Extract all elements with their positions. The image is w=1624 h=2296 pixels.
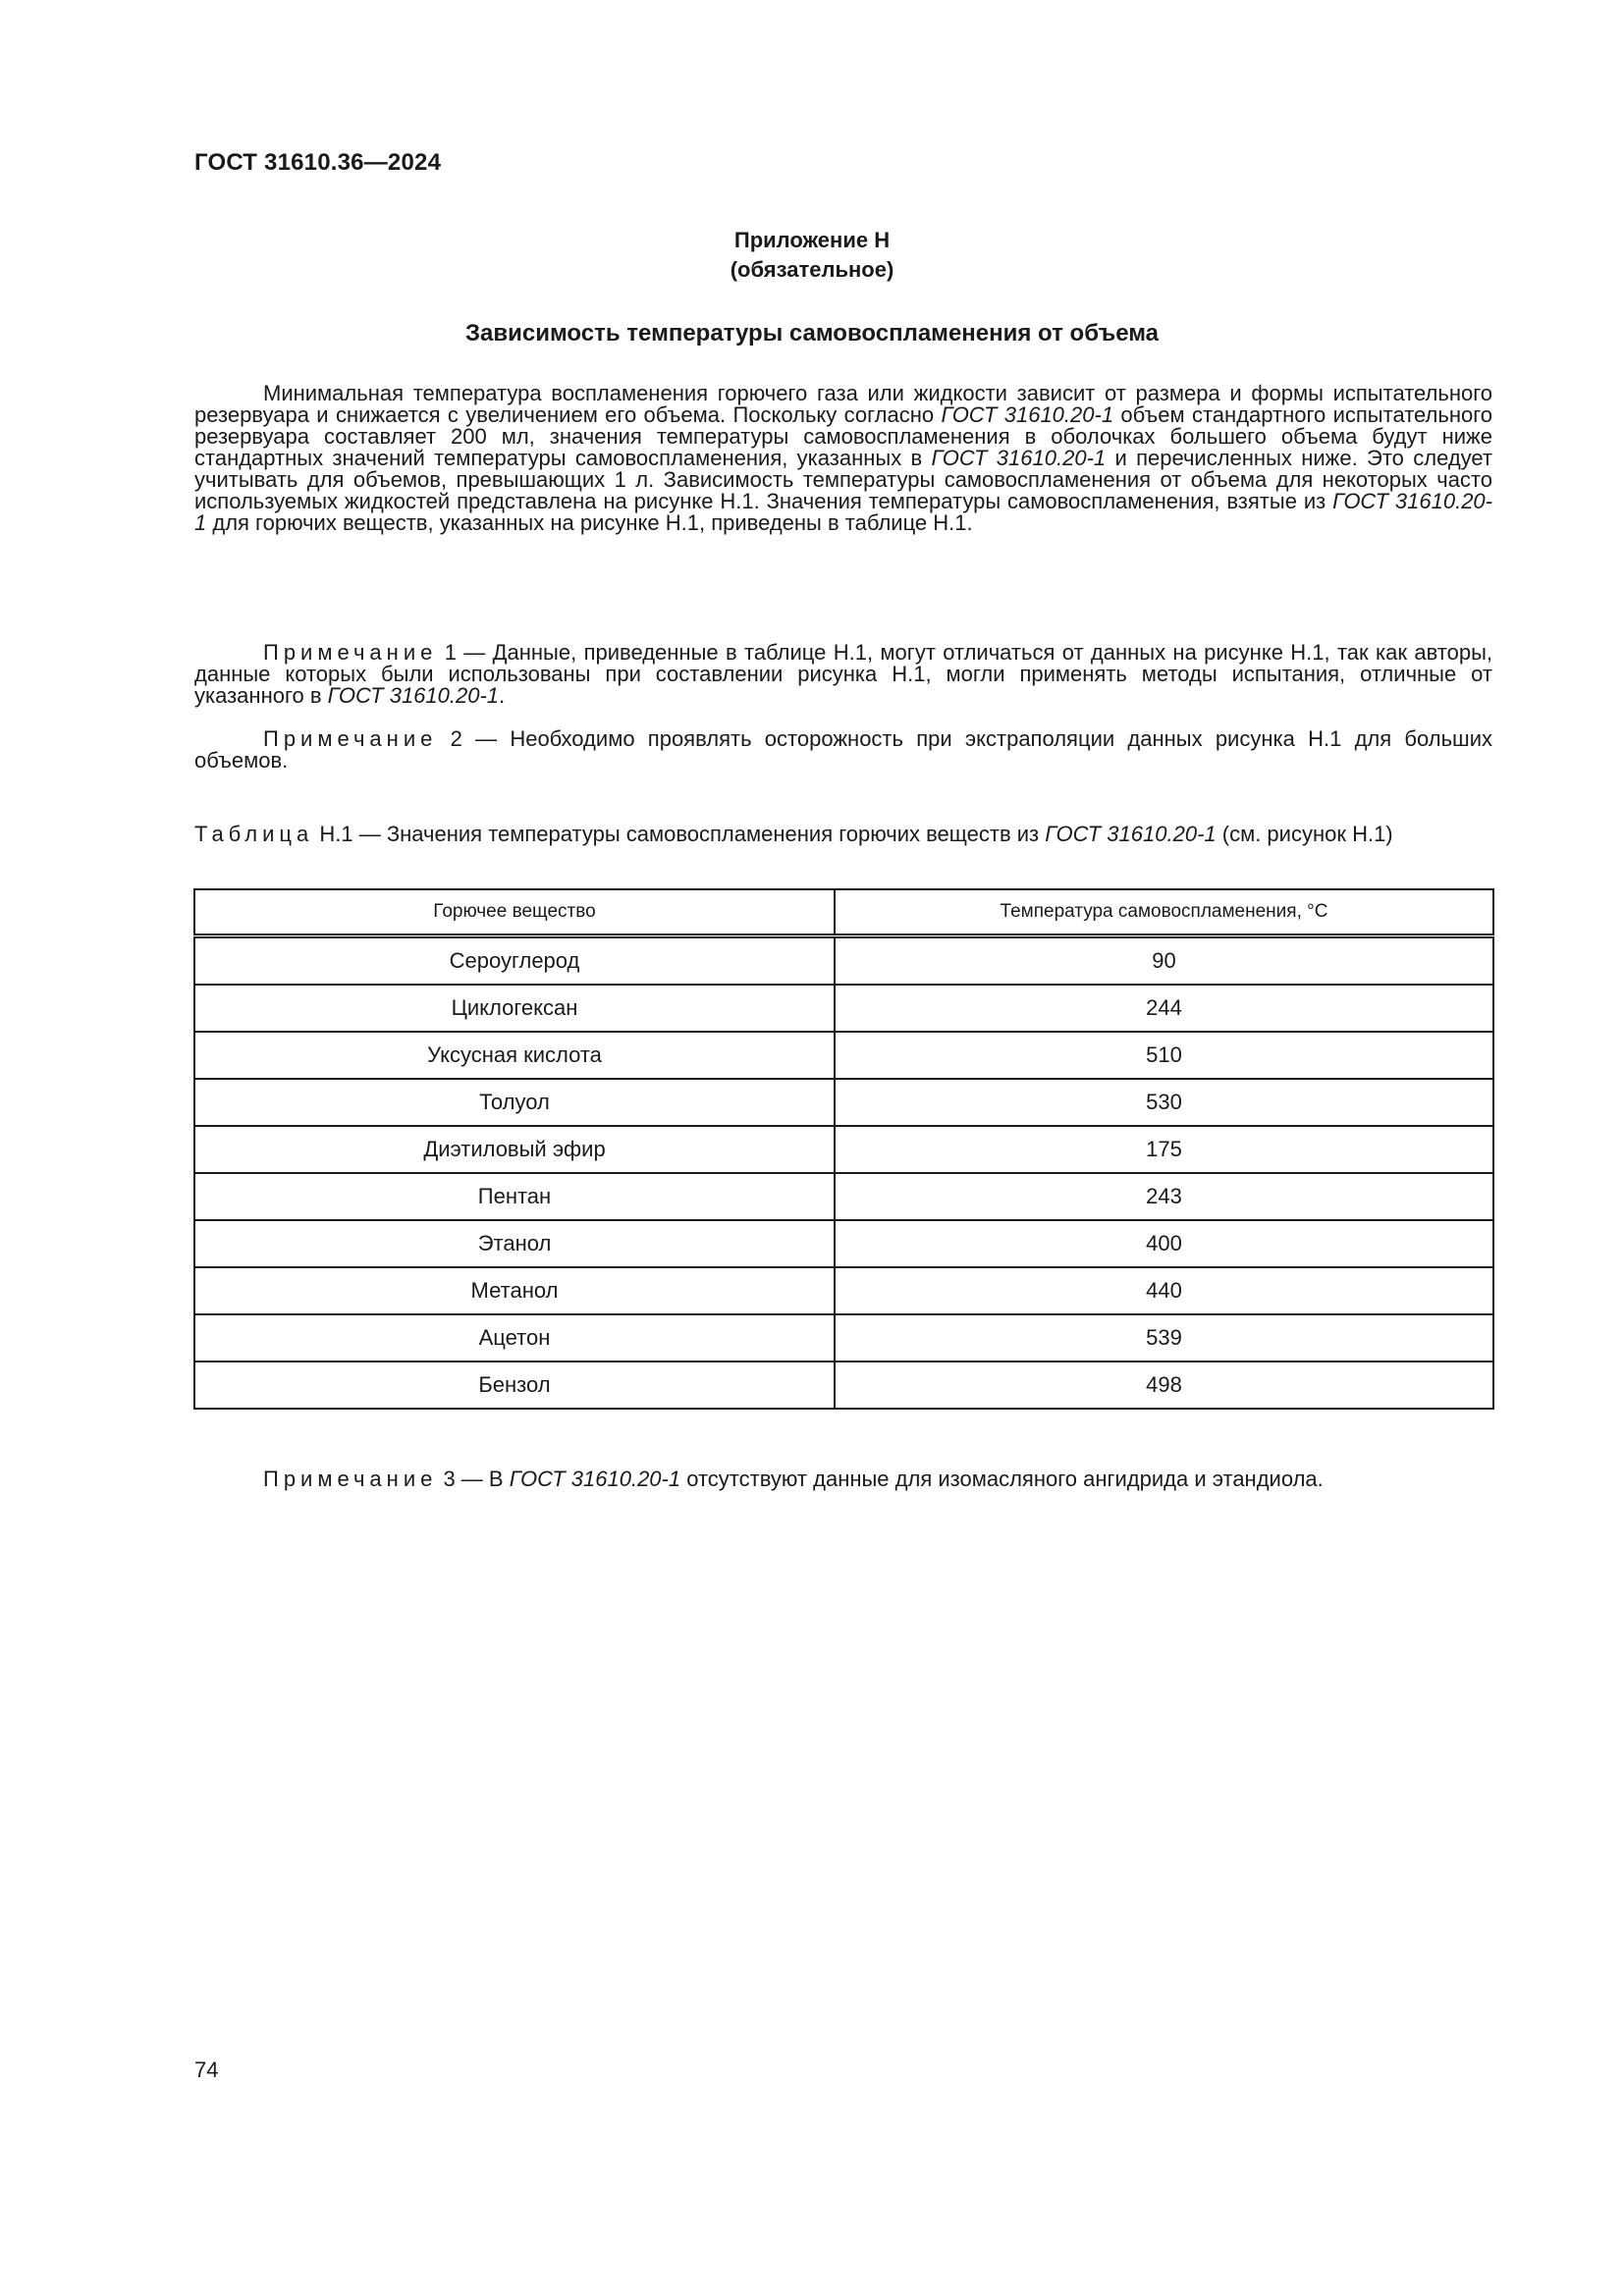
table-header-row bbox=[194, 889, 1493, 936]
body-paragraph bbox=[194, 383, 1492, 534]
temperature-cell: 243 bbox=[835, 1173, 1493, 1220]
note-number: 3 — bbox=[437, 1467, 489, 1491]
temperature-cell: 440 bbox=[835, 1267, 1493, 1314]
note-label: Примечание bbox=[263, 726, 438, 751]
note-text: Данные, приведенные в таблице Н.1, могут отличаться от данных на рисунке Н.1, так как авторы, данные которых были использованы при составлении рисунка Н.1, могли применять методы испытания, отличные от указанного в bbox=[194, 640, 1492, 708]
substance-cell: Этанол bbox=[194, 1220, 835, 1267]
column-header-temperature: Температура самовоспламенения, °С bbox=[835, 889, 1493, 936]
standard-reference: ГОСТ 31610.20-1 bbox=[509, 1467, 681, 1491]
substance-cell: Циклогексан bbox=[194, 985, 835, 1032]
temperature-cell: 244 bbox=[835, 985, 1493, 1032]
note-3 bbox=[263, 1467, 1324, 1492]
temperature-cell: 498 bbox=[835, 1362, 1493, 1409]
substance-cell: Пентан bbox=[194, 1173, 835, 1220]
table-row bbox=[194, 1267, 1493, 1314]
table-row bbox=[194, 1314, 1493, 1362]
table-label: Таблица bbox=[194, 822, 314, 846]
substance-cell: Толуол bbox=[194, 1079, 835, 1126]
standard-reference: ГОСТ 31610.20-1 bbox=[327, 683, 500, 708]
table-caption bbox=[194, 821, 1492, 848]
substance-cell: Сероуглерод bbox=[194, 936, 835, 986]
body-text: Минимальная температура воспламенения горючего газа или жидкости зависит от размера и формы испытательного резервуара и снижается с увеличением его объема. Поскольку согласно bbox=[194, 381, 1492, 427]
column-header-substance: Горючее вещество bbox=[194, 889, 835, 936]
temperature-cell: 530 bbox=[835, 1079, 1493, 1126]
body-text: и перечисленных ниже. Это следует учитывать для объемов, превышающих 1 л. Зависимость температуры самовоспламенения от объема для некоторых часто используемых жидкостей представлена на рисунке Н.1. Значения температуры самовоспламенения, взятые из bbox=[194, 446, 1492, 513]
note-number: 2 — bbox=[437, 726, 511, 751]
note-text: Необходимо проявлять осторожность при экстраполяции данных рисунка Н.1 для больших объемов. bbox=[194, 726, 1492, 773]
table-row bbox=[194, 1173, 1493, 1220]
note-label: Примечание bbox=[263, 1467, 438, 1491]
annex-status: (обязательное) bbox=[730, 257, 894, 282]
standard-reference: ГОСТ 31610.20-1 bbox=[194, 489, 1492, 535]
temperature-cell: 510 bbox=[835, 1032, 1493, 1079]
table-row bbox=[194, 1362, 1493, 1409]
note-text: отсутствуют данные для изомасляного ангидрида и этандиола. bbox=[680, 1467, 1324, 1491]
substance-cell: Диэтиловый эфир bbox=[194, 1126, 835, 1173]
table-row bbox=[194, 985, 1493, 1032]
temperature-cell: 175 bbox=[835, 1126, 1493, 1173]
caption-text: Н.1 — Значения температуры самовоспламенения горючих веществ из bbox=[313, 822, 1046, 846]
table-row bbox=[194, 1220, 1493, 1267]
section-title: Зависимость температуры самовоспламенения от объема bbox=[464, 320, 1160, 347]
note-label: Примечание bbox=[263, 640, 438, 665]
substance-cell: Ацетон bbox=[194, 1314, 835, 1362]
table-row bbox=[194, 936, 1493, 986]
note-number: 1 — bbox=[437, 640, 493, 665]
substance-cell: Уксусная кислота bbox=[194, 1032, 835, 1079]
table-row bbox=[194, 1126, 1493, 1173]
annex-title: Приложение Н bbox=[733, 228, 891, 252]
standard-reference: ГОСТ 31610.20-1 bbox=[931, 446, 1107, 470]
note-text: В bbox=[488, 1467, 510, 1491]
substance-cell: Метанол bbox=[194, 1267, 835, 1314]
table-row bbox=[194, 1079, 1493, 1126]
note-text: . bbox=[499, 683, 506, 708]
temperature-cell: 400 bbox=[835, 1220, 1493, 1267]
standard-reference: ГОСТ 31610.20-1 bbox=[1045, 822, 1217, 846]
body-text: объем стандартного испытательного резервуара составляет 200 мл, значения температуры самовоспламенения в оболочках большего объема будут ниже стандартных значений температуры самовоспламенения, указанных в bbox=[194, 402, 1492, 470]
document-header-id: ГОСТ 31610.36—2024 bbox=[194, 149, 442, 176]
substance-cell: Бензол bbox=[194, 1362, 835, 1409]
standard-reference: ГОСТ 31610.20-1 bbox=[941, 402, 1114, 427]
table-row bbox=[194, 1032, 1493, 1079]
page-number: 74 bbox=[194, 2057, 219, 2082]
note-2 bbox=[194, 728, 1492, 772]
caption-text: (см. рисунок Н.1) bbox=[1216, 822, 1393, 846]
body-text: для горючих веществ, указанных на рисунке Н.1, приведены в таблице Н.1. bbox=[206, 510, 973, 535]
ignition-temperature-table bbox=[193, 888, 1494, 1410]
temperature-cell: 90 bbox=[835, 936, 1493, 986]
temperature-cell: 539 bbox=[835, 1314, 1493, 1362]
note-1 bbox=[194, 642, 1492, 707]
